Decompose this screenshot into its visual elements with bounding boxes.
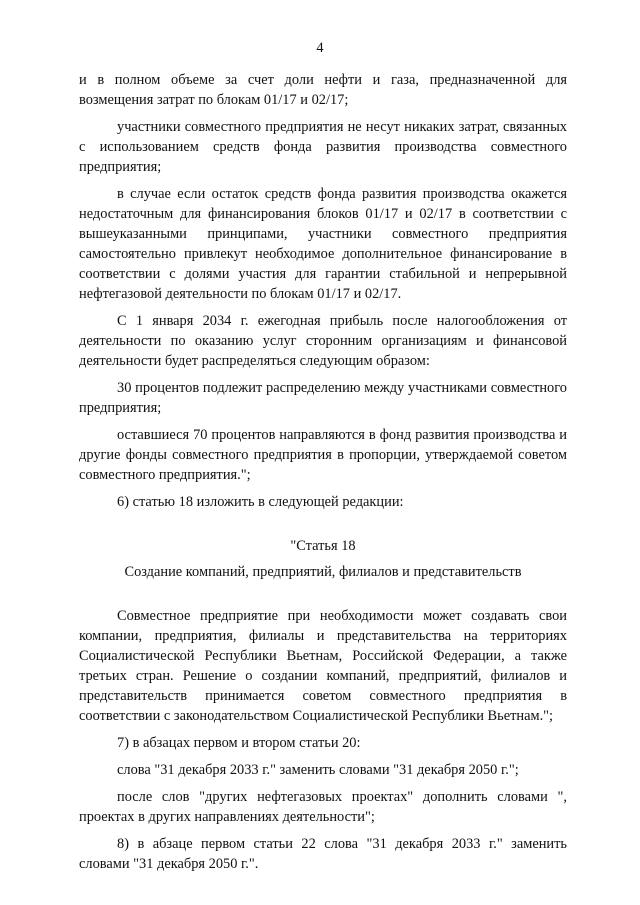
- article-subtitle: Создание компаний, предприятий, филиалов и представительств: [124, 564, 522, 580]
- amendment-8: 8) в абзаце первом статьи 22 слова "31 декабря 2033 г." заменить словами "31 декабря 2050 г.".: [79, 836, 567, 872]
- amendment-7: 7) в абзацах первом и втором статьи 20:: [117, 735, 361, 751]
- page-number: 4: [316, 40, 324, 56]
- paragraph-1: и в полном объеме за счет доли нефти и газа, предназначенной для возмещения затрат по блокам 01/17 и 02/17;: [79, 72, 567, 108]
- paragraph-2: участники совместного предприятия не несут никаких затрат, связанных с использованием средств фонда развития производства совместного предприятия;: [79, 119, 567, 175]
- paragraph-6: оставшиеся 70 процентов направляются в фонд развития производства и другие фонды совместного предприятия в пропорции, утверждаемой советом совместного предприятия.";: [79, 427, 567, 483]
- amendment-7-addition: после слов "других нефтегазовых проектах" дополнить словами ", проектах в других направлениях деятельности";: [79, 789, 567, 825]
- paragraph-7: 6) статью 18 изложить в следующей редакции:: [117, 494, 404, 510]
- document-body: [79, 70, 567, 874]
- paragraph-3: в случае если остаток средств фонда развития производства окажется недостаточным для финансирования блоков 01/17 и 02/17 в соответствии с вышеуказанными принципами, участники совместного предприятия самостоятельно привлекут необходимое дополнительное финансирование в соответствии с долями участия для гарантии стабильной и непрерывной нефтегазовой деятельности по блокам 01/17 и 02/17.: [79, 186, 567, 302]
- paragraph-5: 30 процентов подлежит распределению между участниками совместного предприятия;: [79, 380, 567, 416]
- article-title: "Статья 18: [290, 538, 356, 554]
- amendment-7-words: слова "31 декабря 2033 г." заменить словами "31 декабря 2050 г.";: [117, 762, 519, 778]
- paragraph-4: С 1 января 2034 г. ежегодная прибыль после налогообложения от деятельности по оказанию услуг сторонним организациям и финансовой деятельности будет распределяться следующим образом:: [79, 313, 567, 369]
- article-text: Совместное предприятие при необходимости может создавать свои компании, предприятия, филиалы и представительства на территориях Социалистической Республики Вьетнам, Российской Федерации, а также третьих стран. Решение о создании компаний, предприятий, филиалов и представительств принимается советом совместного предприятия в соответствии с законодательством Социалистической Республики Вьетнам.";: [79, 608, 567, 724]
